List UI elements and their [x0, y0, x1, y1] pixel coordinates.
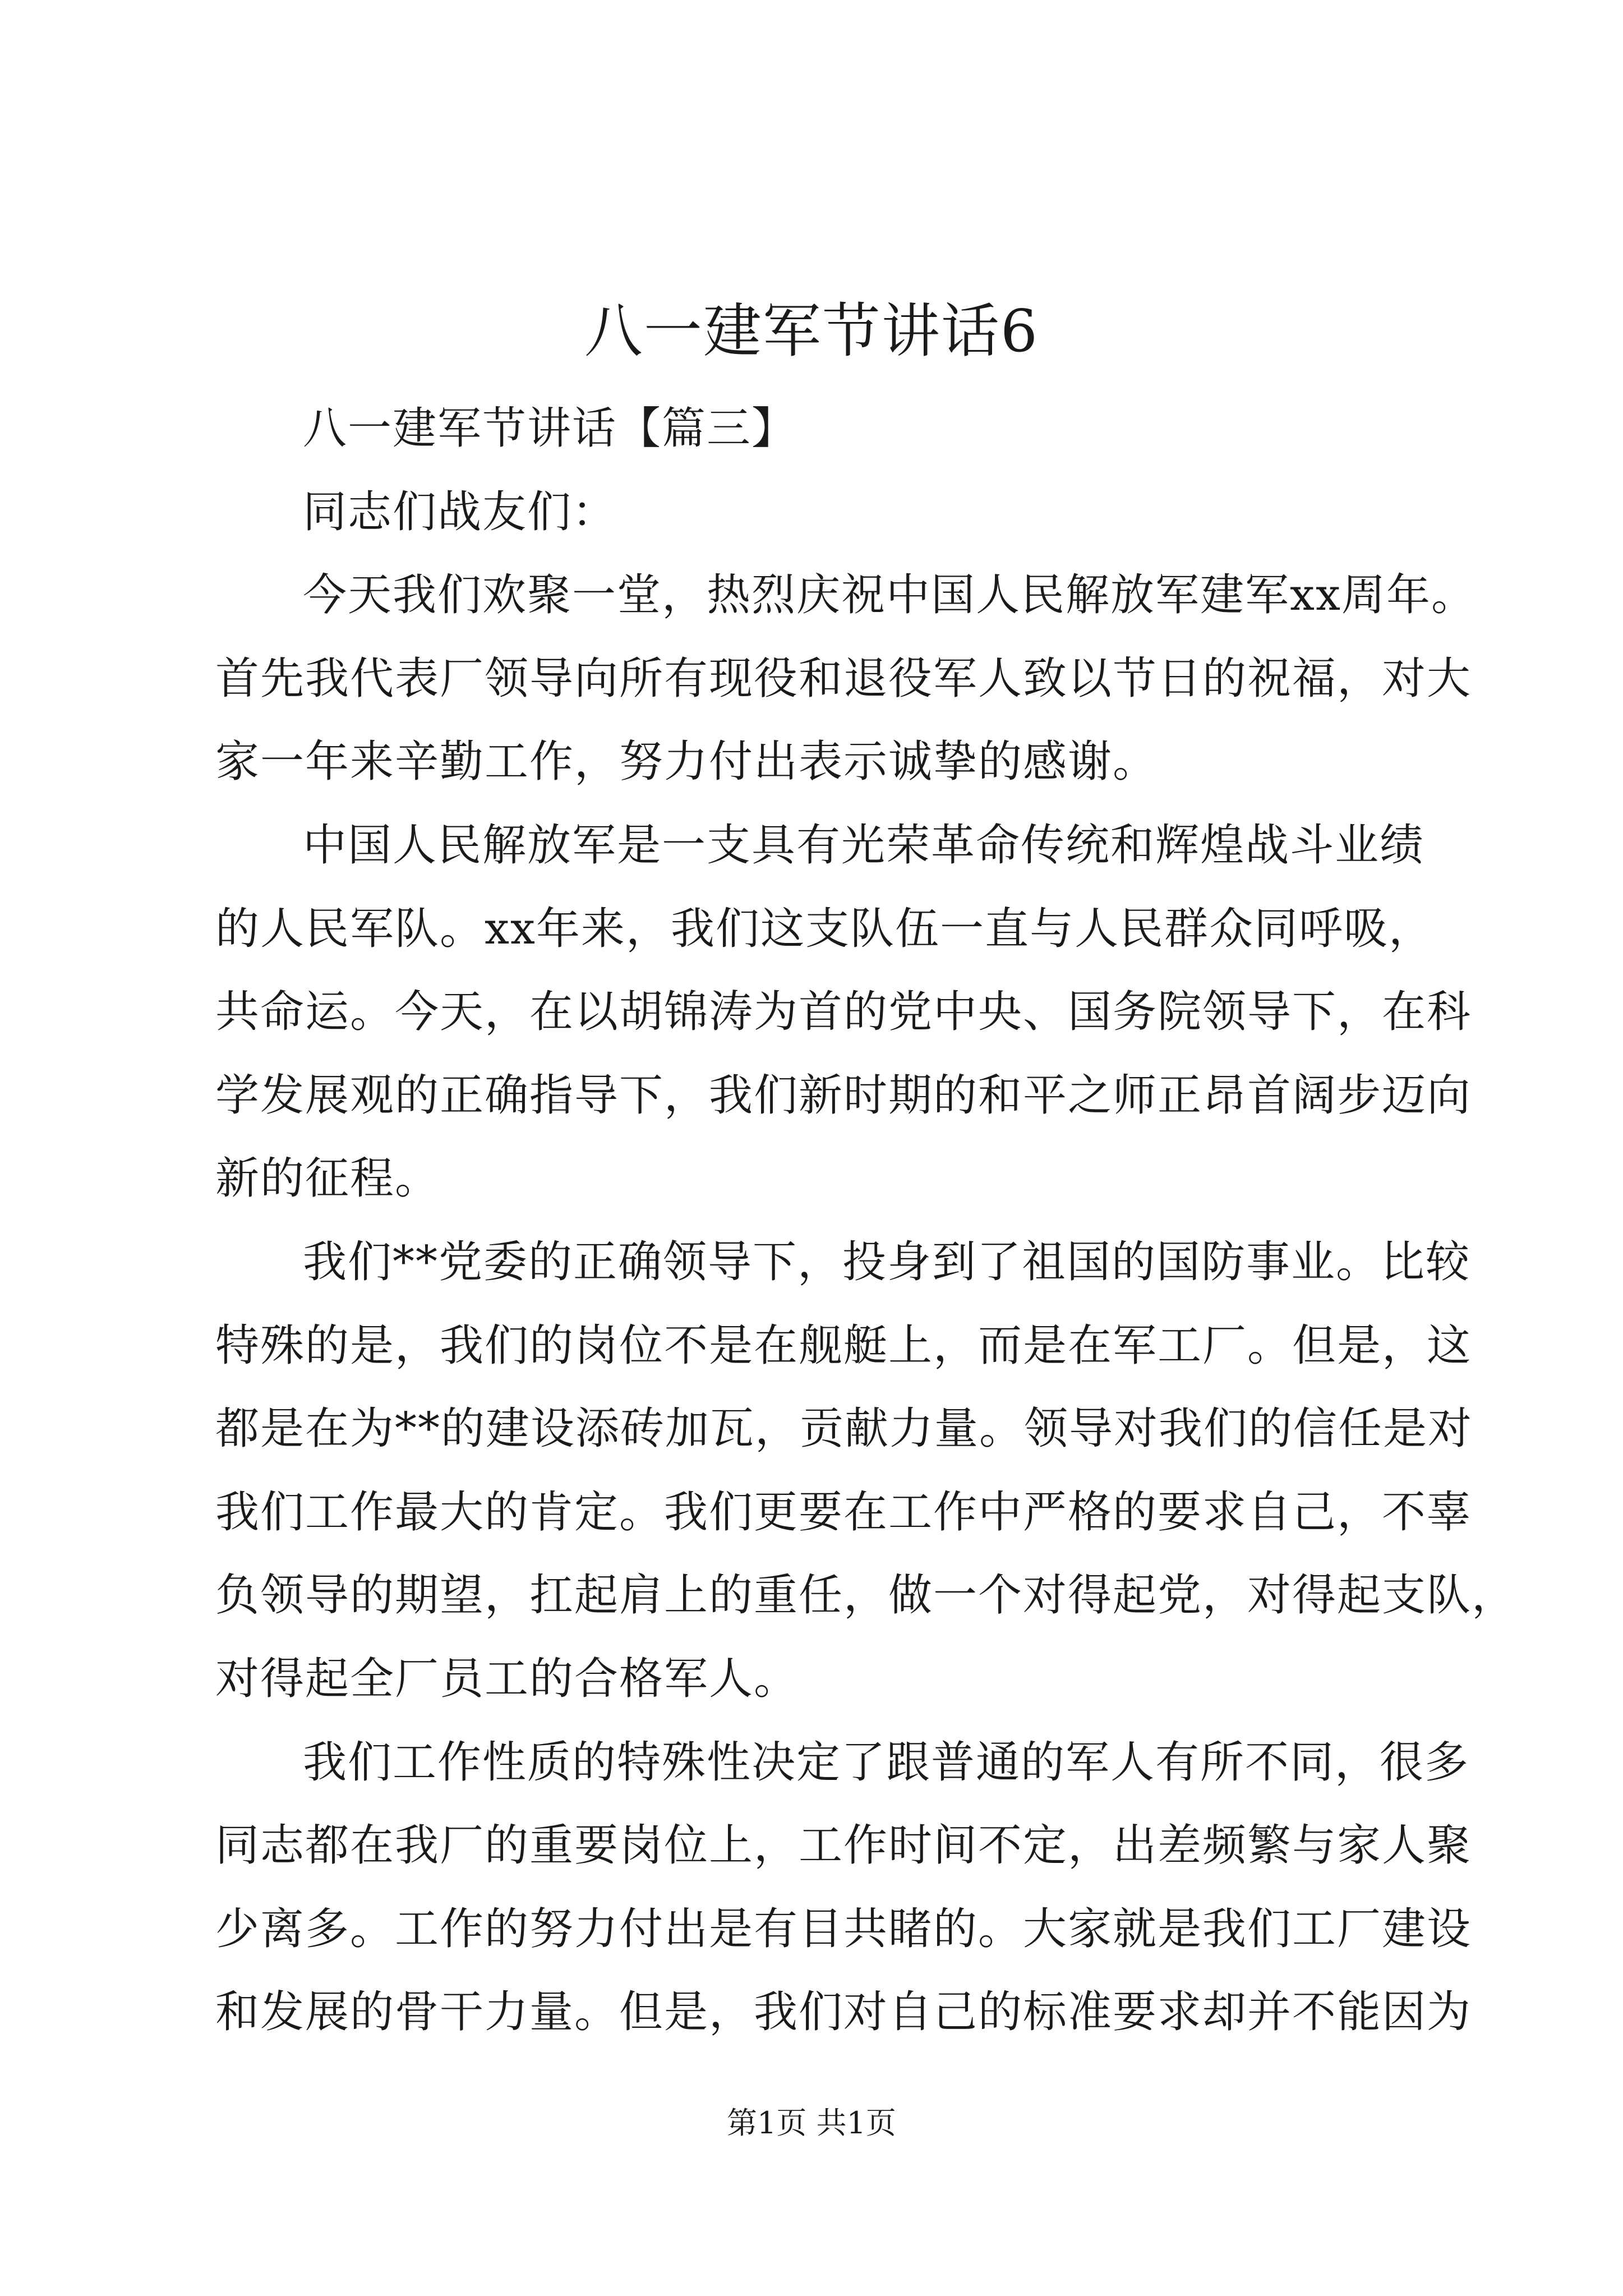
text-line: 新的征程。: [215, 1153, 440, 1204]
text-line: 都是在为**的建设添砖加瓦，贡献力量。领导对我们的信任是对: [215, 1404, 1473, 1455]
document-title: 八一建军节讲话6: [584, 297, 1039, 365]
text-line: 首先我代表厂领导向所有现役和退役军人致以节日的祝福，对大: [215, 653, 1472, 704]
text-line: 和发展的骨干力量。但是，我们对自己的标准要求却并不能因为: [215, 1987, 1472, 2038]
text-line: 我们工作性质的特殊性决定了跟普通的军人有所不同，很多: [303, 1737, 1470, 1788]
text-line: 今天我们欢聚一堂，热烈庆祝中国人民解放军建军xx周年。: [303, 570, 1476, 621]
text-line: 同志都在我厂的重要岗位上，工作时间不定，出差频繁与家人聚: [215, 1820, 1472, 1871]
text-line: 学发展观的正确指导下，我们新时期的和平之师正昂首阔步迈向: [215, 1070, 1472, 1121]
text-line: 特殊的是，我们的岗位不是在舰艇上，而是在军工厂。但是，这: [215, 1320, 1472, 1371]
text-line: 同志们战友们：: [303, 486, 617, 537]
text-line: 负领导的期望，扛起肩上的重任，做一个对得起党，对得起支队，: [215, 1570, 1517, 1621]
text-line: 家一年来辛勤工作，努力付出表示诚挚的感谢。: [215, 737, 1158, 788]
text-line: 八一建军节讲话【篇三】: [303, 403, 797, 454]
text-line: 对得起全厂员工的合格军人。: [215, 1653, 799, 1704]
page-footer: 第1页 共1页: [727, 2105, 896, 2141]
text-line: 我们**党委的正确领导下，投身到了祖国的国防事业。比较: [303, 1236, 1471, 1287]
text-line: 少离多。工作的努力付出是有目共睹的。大家就是我们工厂建设: [215, 1903, 1472, 1954]
text-line: 共命运。今天，在以胡锦涛为首的党中央、国务院领导下，在科: [215, 987, 1472, 1038]
text-line: 中国人民解放军是一支具有光荣革命传统和辉煌战斗业绩: [303, 820, 1425, 871]
text-line: 我们工作最大的肯定。我们更要在工作中严格的要求自己，不辜: [215, 1487, 1472, 1538]
text-line: 的人民军队。xx年来，我们这支队伍一直与人民群众同呼吸，: [215, 903, 1433, 954]
document-body: [215, 387, 1517, 2054]
